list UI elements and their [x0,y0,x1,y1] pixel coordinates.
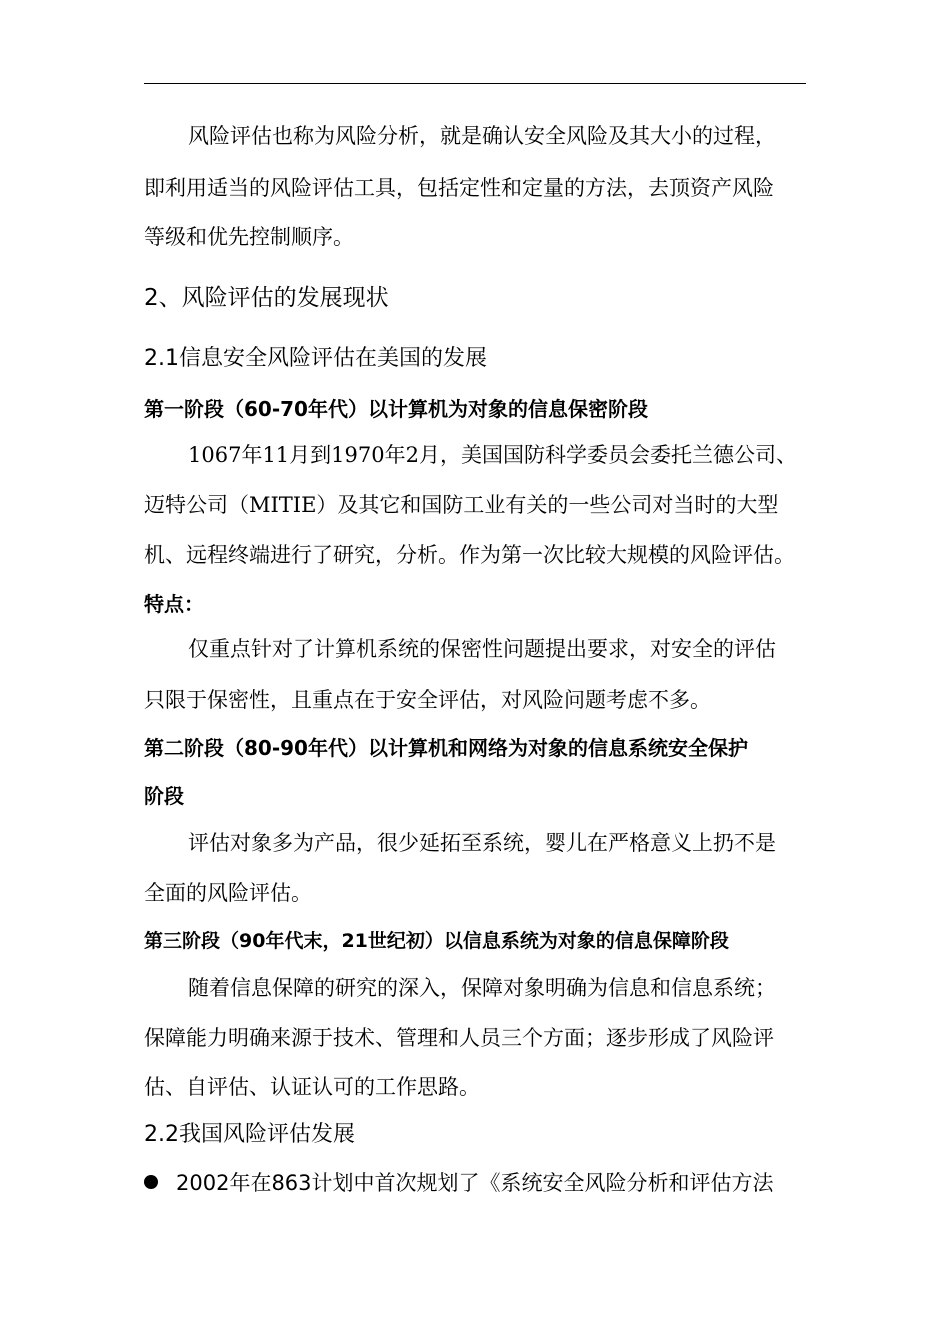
bullet-item-text: 2002年在863计划中首次规划了《系统安全风险分析和评估方法 [176,1171,774,1195]
features-line-2: 只限于保密性，且重点在于安全评估，对风险问题考虑不多。 [144,688,711,712]
section-2-1-heading: 2.1信息安全风险评估在美国的发展 [144,346,487,371]
stage-3-line-2: 保障能力明确来源于技术、管理和人员三个方面；逐步形成了风险评 [144,1026,774,1050]
intro-line-2: 即利用适当的风险评估工具，包括定性和定量的方法，去顶资产风险 [144,176,774,200]
stage-2-heading-line-1: 第二阶段（80-90年代）以计算机和网络为对象的信息系统安全保护 [144,736,748,760]
stage-1-heading: 第一阶段（60-70年代）以计算机为对象的信息保密阶段 [144,397,648,421]
intro-line-3: 等级和优先控制顺序。 [144,225,354,249]
stage-3-heading: 第三阶段（90年代末，21世纪初）以信息系统为对象的信息保障阶段 [144,930,729,952]
intro-line-1: 风险评估也称为风险分析，就是确认安全风险及其大小的过程， [188,124,776,148]
stage-1-line-2: 迈特公司（MITIE）及其它和国防工业有关的一些公司对当时的大型 [144,493,779,517]
stage-2-line-2: 全面的风险评估。 [144,881,312,905]
bullet-dot-icon [144,1175,158,1189]
section-2-2-heading: 2.2我国风险评估发展 [144,1122,355,1147]
features-label: 特点： [144,592,204,616]
features-line-1: 仅重点针对了计算机系统的保密性问题提出要求，对安全的评估 [188,637,776,661]
header-rule [144,83,806,84]
stage-2-heading-line-2: 阶段 [144,784,184,808]
section-2-heading: 2、风险评估的发展现状 [144,285,389,311]
stage-1-line-3: 机、远程终端进行了研究，分析。作为第一次比较大规模的风险评估。 [144,543,795,567]
stage-2-line-1: 评估对象多为产品，很少延拓至系统，婴儿在严格意义上扔不是 [188,831,776,855]
stage-1-line-1: 1067年11月到1970年2月，美国国防科学委员会委托兰德公司、 [188,443,797,467]
bullet-item [144,1169,774,1197]
stage-3-line-3: 估、自评估、认证认可的工作思路。 [144,1075,480,1099]
stage-3-line-1: 随着信息保障的研究的深入，保障对象明确为信息和信息系统； [188,976,776,1000]
